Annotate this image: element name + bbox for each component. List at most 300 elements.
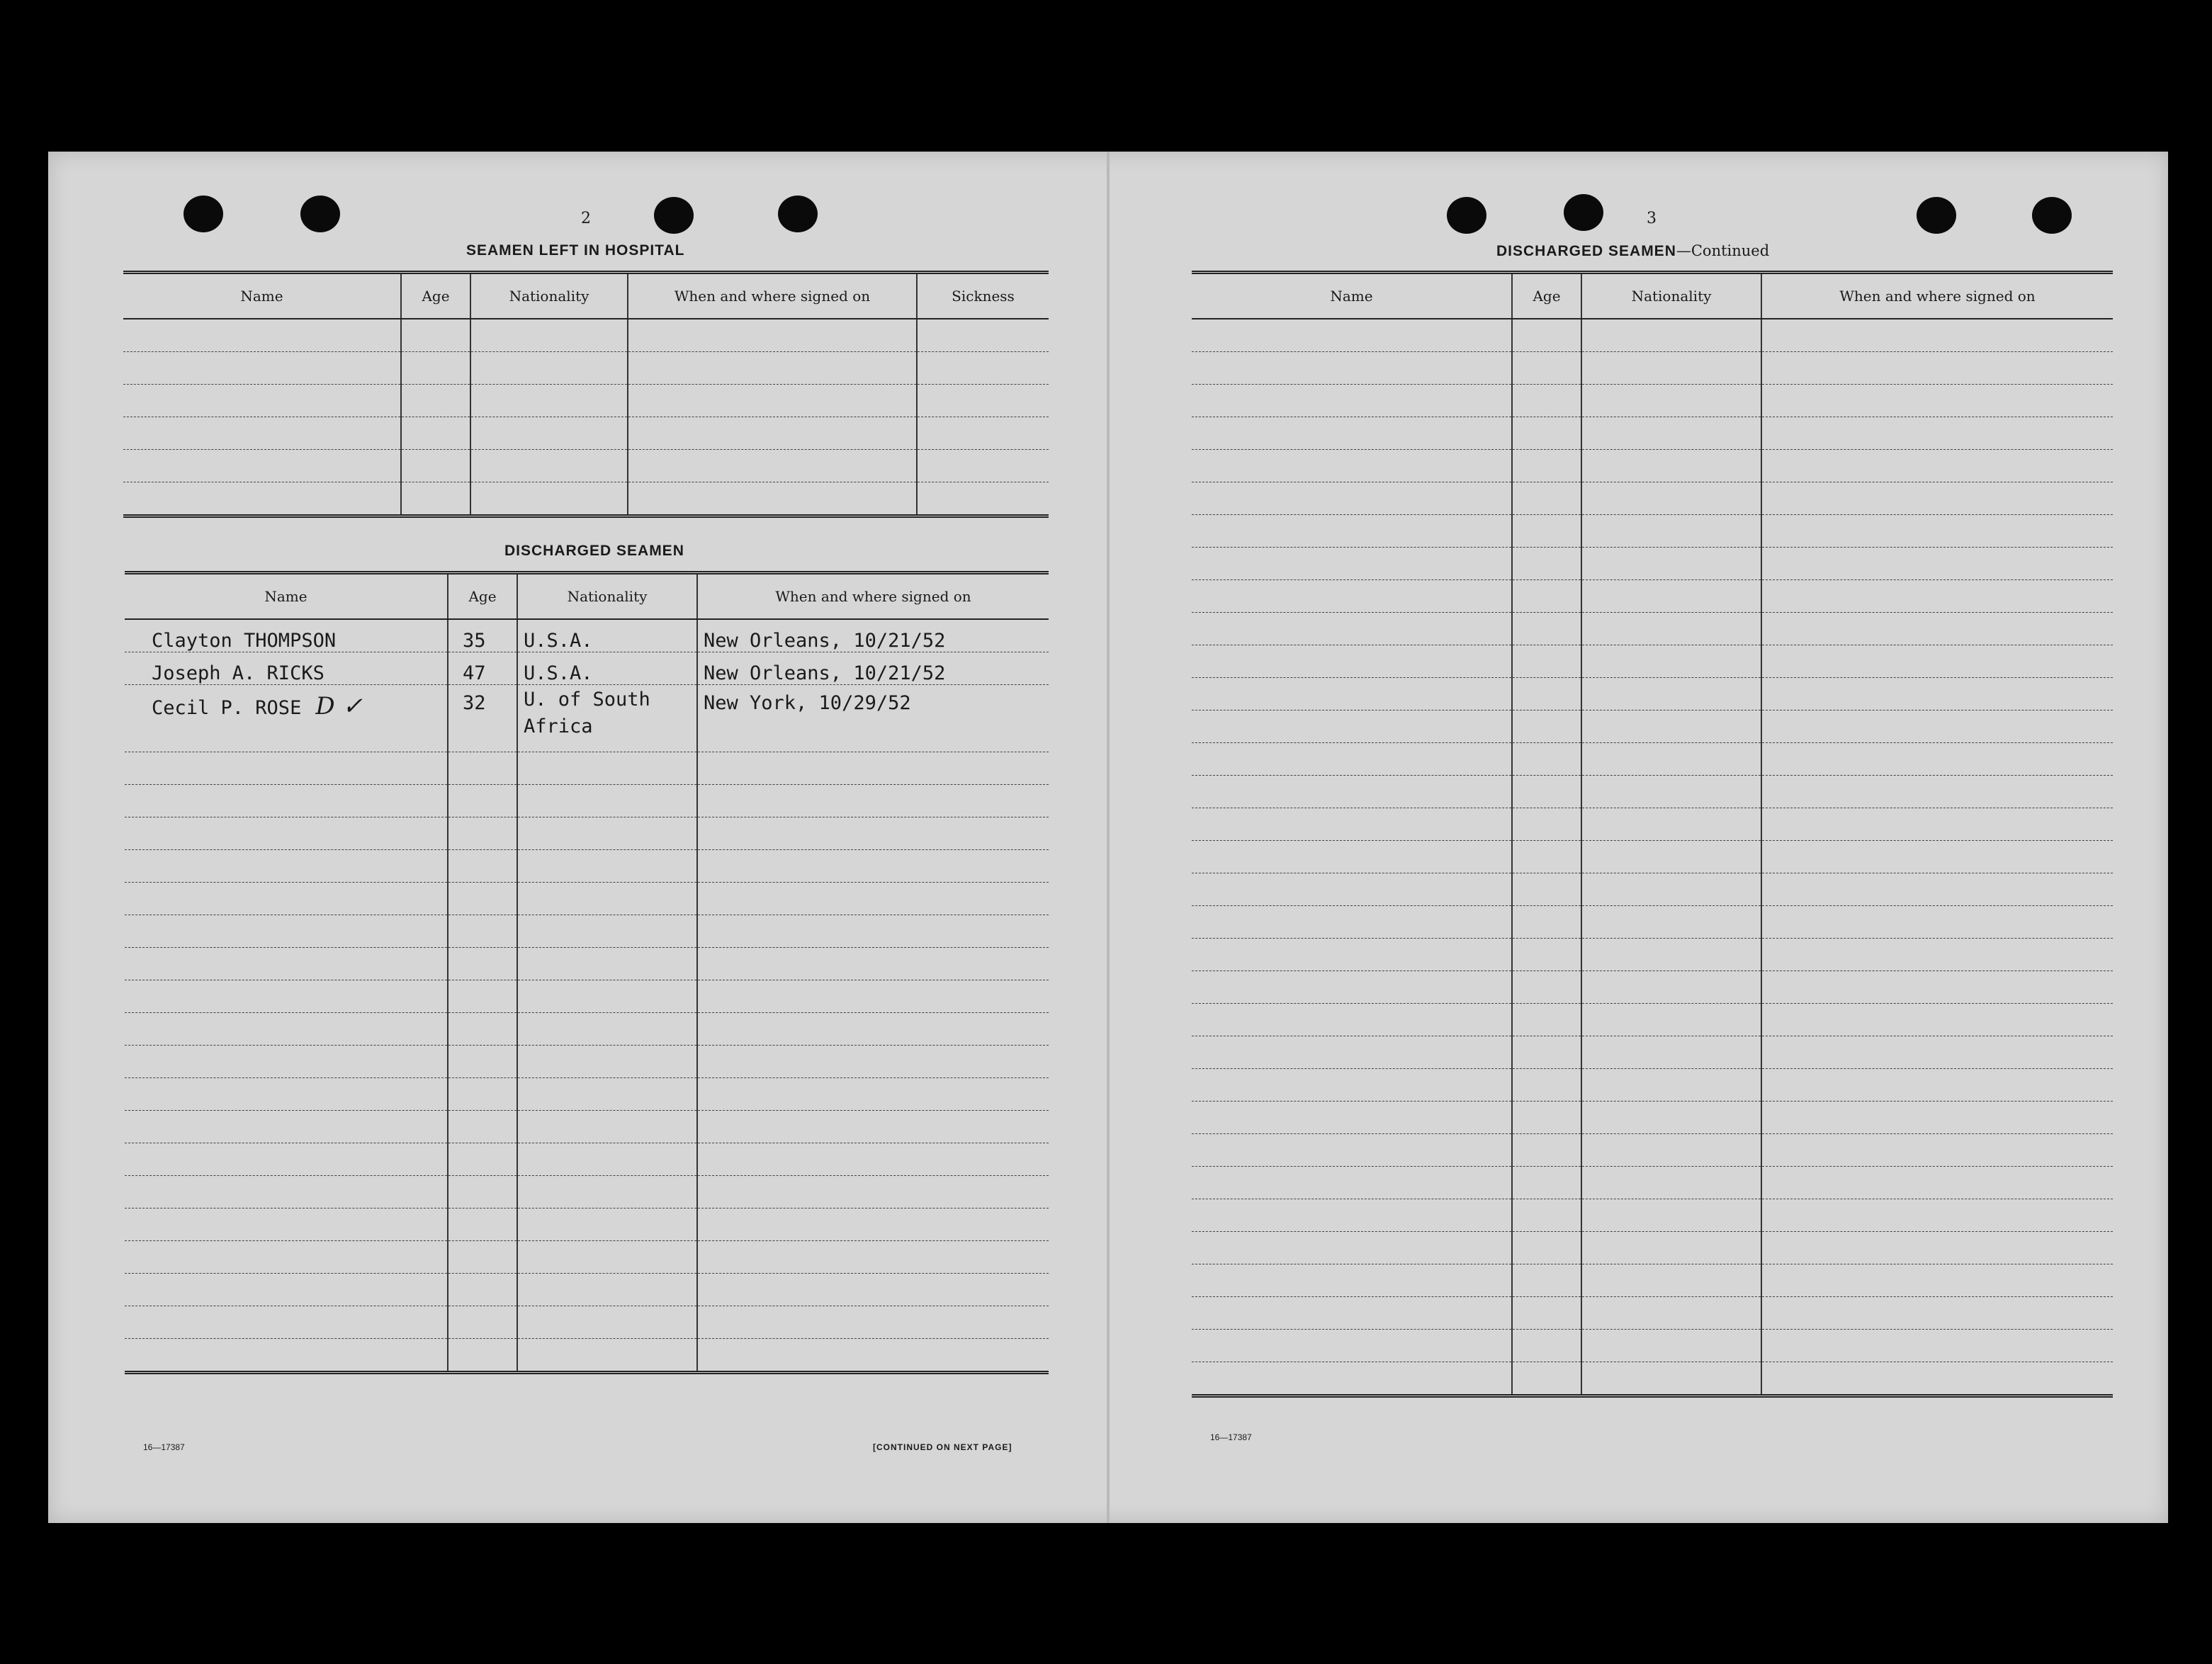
empty-cell: [1512, 1036, 1581, 1069]
empty-cell: [448, 1274, 517, 1306]
empty-cell: [697, 948, 1049, 980]
empty-cell: [1761, 385, 2113, 417]
seaman-age: 47: [448, 652, 517, 685]
empty-cell: [1512, 873, 1581, 906]
table-row: [1192, 873, 2113, 906]
empty-cell: [1512, 645, 1581, 678]
hospital-header-row: [123, 273, 1049, 319]
empty-cell: [1761, 1199, 2113, 1232]
table-row: [1192, 1134, 2113, 1167]
punch-hole: [654, 197, 694, 234]
empty-cell: [517, 915, 697, 948]
table-row: [125, 1274, 1049, 1306]
empty-cell: [517, 850, 697, 883]
empty-cell: [697, 1013, 1049, 1046]
empty-cell: [697, 1306, 1049, 1339]
empty-cell: [1581, 971, 1761, 1004]
empty-cell: [1761, 613, 2113, 645]
empty-cell: [448, 948, 517, 980]
empty-cell: [1761, 1297, 2113, 1330]
empty-cell: [1192, 1134, 1512, 1167]
empty-cell: [1192, 613, 1512, 645]
empty-cell: [1192, 1167, 1512, 1199]
empty-cell: [1512, 580, 1581, 613]
empty-cell: [517, 1306, 697, 1339]
empty-cell: [448, 850, 517, 883]
empty-cell: [1761, 711, 2113, 743]
empty-cell: [448, 1241, 517, 1274]
right-form-number: 16—17387: [1210, 1432, 1252, 1442]
empty-cell: [1192, 1102, 1512, 1134]
table-row: [1192, 548, 2113, 580]
empty-cell: [1761, 645, 2113, 678]
empty-cell: [1581, 417, 1761, 450]
empty-cell: [1192, 450, 1512, 482]
punch-hole: [184, 196, 223, 232]
table-row: [1192, 482, 2113, 515]
table-row: [1192, 1004, 2113, 1036]
table-row: [125, 1013, 1049, 1046]
table-row: [1192, 1362, 2113, 1396]
empty-cell: [448, 1176, 517, 1209]
empty-cell: [917, 352, 1049, 385]
empty-cell: [1512, 1004, 1581, 1036]
empty-cell: [125, 1046, 448, 1078]
table-row: [123, 385, 1049, 417]
empty-cell: [517, 1111, 697, 1143]
empty-cell: [1581, 482, 1761, 515]
empty-cell: [917, 319, 1049, 352]
empty-cell: [1761, 1362, 2113, 1396]
empty-cell: [1192, 678, 1512, 711]
empty-cell: [1512, 548, 1581, 580]
table-row: [123, 417, 1049, 450]
table-row: [1192, 1199, 2113, 1232]
empty-cell: [125, 752, 448, 785]
empty-cell: [917, 450, 1049, 482]
discharged-continued-table: [1192, 271, 2113, 1398]
hospital-table: [123, 271, 1049, 518]
seaman-name: [125, 619, 448, 652]
seaman-signed-on: New York, 10/29/52: [697, 685, 1049, 752]
empty-cell: [448, 980, 517, 1013]
table-row: [125, 948, 1049, 980]
empty-cell: [1192, 319, 1512, 352]
empty-cell: [125, 850, 448, 883]
empty-cell: [1581, 613, 1761, 645]
table-row: [125, 652, 1049, 685]
empty-cell: [1581, 580, 1761, 613]
empty-cell: [1512, 841, 1581, 873]
form-number: 16—17387: [143, 1442, 185, 1452]
table-row: [123, 450, 1049, 482]
empty-cell: [1761, 776, 2113, 808]
empty-cell: [1192, 711, 1512, 743]
table-row: [1192, 352, 2113, 385]
empty-cell: [1761, 1330, 2113, 1362]
empty-cell: [1581, 1362, 1761, 1396]
right-title-main: DISCHARGED SEAMEN: [1496, 243, 1676, 259]
col-header-age: Age: [448, 573, 517, 620]
empty-cell: [1512, 711, 1581, 743]
table-row: [1192, 906, 2113, 939]
empty-cell: [1192, 808, 1512, 841]
empty-cell: [697, 883, 1049, 915]
empty-cell: [1192, 1362, 1512, 1396]
empty-cell: [1581, 548, 1761, 580]
empty-cell: [1192, 645, 1512, 678]
empty-cell: [628, 319, 917, 352]
empty-cell: [125, 1241, 448, 1274]
empty-cell: [125, 1111, 448, 1143]
table-row: [125, 785, 1049, 817]
empty-cell: [448, 1209, 517, 1241]
empty-cell: [1512, 971, 1581, 1004]
empty-cell: [125, 1078, 448, 1111]
empty-cell: [1192, 1069, 1512, 1102]
table-row: [125, 1176, 1049, 1209]
empty-cell: [1512, 352, 1581, 385]
table-row: [125, 619, 1049, 652]
empty-cell: [1512, 319, 1581, 352]
empty-cell: [917, 417, 1049, 450]
table-row: [1192, 1297, 2113, 1330]
empty-cell: [697, 1339, 1049, 1373]
empty-cell: [1192, 1264, 1512, 1297]
empty-cell: [125, 1013, 448, 1046]
empty-cell: [1581, 1232, 1761, 1264]
empty-cell: [1581, 450, 1761, 482]
table-row: [1192, 1102, 2113, 1134]
punch-hole: [1564, 194, 1603, 231]
punch-hole: [2032, 197, 2072, 234]
empty-cell: [1581, 841, 1761, 873]
empty-cell: [448, 1078, 517, 1111]
seaman-name-text: Cecil P. ROSE: [152, 697, 302, 719]
empty-cell: [1761, 417, 2113, 450]
seaman-age: 32: [448, 685, 517, 752]
empty-cell: [1512, 385, 1581, 417]
empty-cell: [1512, 808, 1581, 841]
empty-cell: [1192, 1036, 1512, 1069]
table-row: [1192, 808, 2113, 841]
seaman-name-text: Clayton THOMPSON: [152, 630, 337, 652]
empty-cell: [125, 980, 448, 1013]
seaman-signed-on: New Orleans, 10/21/52: [697, 619, 1049, 652]
table-row: [125, 1339, 1049, 1373]
table-row: [1192, 841, 2113, 873]
empty-cell: [401, 417, 470, 450]
table-row: [1192, 743, 2113, 776]
empty-cell: [448, 817, 517, 850]
table-row: [1192, 450, 2113, 482]
empty-cell: [448, 785, 517, 817]
table-row: [125, 980, 1049, 1013]
table-row: [1192, 1167, 2113, 1199]
empty-cell: [1512, 939, 1581, 971]
empty-cell: [517, 1176, 697, 1209]
empty-cell: [1761, 1102, 2113, 1134]
empty-cell: [1192, 906, 1512, 939]
seaman-age: 35: [448, 619, 517, 652]
table-row: [1192, 1069, 2113, 1102]
empty-cell: [1192, 1199, 1512, 1232]
empty-cell: [697, 1176, 1049, 1209]
col-header-nationality: Nationality: [1581, 273, 1761, 319]
empty-cell: [1581, 1134, 1761, 1167]
empty-cell: [123, 319, 401, 352]
col-header-signed-on: When and where signed on: [628, 273, 917, 319]
table-row: [125, 1111, 1049, 1143]
empty-cell: [517, 1339, 697, 1373]
empty-cell: [1192, 515, 1512, 548]
empty-cell: [628, 385, 917, 417]
seaman-name: [125, 685, 448, 752]
table-row: [125, 1209, 1049, 1241]
empty-cell: [470, 319, 628, 352]
empty-cell: [697, 1241, 1049, 1274]
empty-cell: [1761, 971, 2113, 1004]
empty-cell: [470, 450, 628, 482]
empty-cell: [448, 1111, 517, 1143]
table-row: [125, 1306, 1049, 1339]
empty-cell: [1512, 1297, 1581, 1330]
empty-cell: [697, 1111, 1049, 1143]
empty-cell: [1192, 776, 1512, 808]
empty-cell: [1512, 450, 1581, 482]
seaman-nationality: U.S.A.: [517, 652, 697, 685]
empty-cell: [697, 817, 1049, 850]
empty-cell: [1581, 906, 1761, 939]
empty-cell: [517, 1274, 697, 1306]
empty-cell: [517, 980, 697, 1013]
empty-cell: [517, 1209, 697, 1241]
empty-cell: [125, 1274, 448, 1306]
empty-cell: [517, 1013, 697, 1046]
empty-cell: [1192, 1232, 1512, 1264]
col-header-name: Name: [1192, 273, 1512, 319]
empty-cell: [125, 785, 448, 817]
empty-cell: [1761, 939, 2113, 971]
empty-cell: [1761, 743, 2113, 776]
empty-cell: [1761, 1004, 2113, 1036]
empty-cell: [1192, 548, 1512, 580]
empty-cell: [1192, 939, 1512, 971]
table-row: [125, 1046, 1049, 1078]
empty-cell: [697, 752, 1049, 785]
empty-cell: [1761, 1264, 2113, 1297]
empty-cell: [1192, 743, 1512, 776]
discharged-section-title: DISCHARGED SEAMEN: [504, 543, 684, 559]
discharged-header-row: [125, 573, 1049, 620]
empty-cell: [123, 482, 401, 516]
empty-cell: [1761, 515, 2113, 548]
empty-cell: [1192, 482, 1512, 515]
empty-cell: [517, 1078, 697, 1111]
empty-cell: [517, 785, 697, 817]
empty-cell: [470, 417, 628, 450]
empty-cell: [1192, 417, 1512, 450]
empty-cell: [1761, 352, 2113, 385]
empty-cell: [125, 1209, 448, 1241]
empty-cell: [470, 352, 628, 385]
empty-cell: [1512, 743, 1581, 776]
empty-cell: [1581, 678, 1761, 711]
empty-cell: [1192, 1297, 1512, 1330]
page-fold: [1107, 152, 1110, 1523]
table-row: [123, 482, 1049, 516]
empty-cell: [1581, 743, 1761, 776]
empty-cell: [697, 850, 1049, 883]
table-row: [1192, 776, 2113, 808]
empty-cell: [1512, 1362, 1581, 1396]
empty-cell: [1761, 841, 2113, 873]
empty-cell: [1581, 1330, 1761, 1362]
table-row: [1192, 645, 2113, 678]
table-row: [125, 1241, 1049, 1274]
empty-cell: [697, 1143, 1049, 1176]
empty-cell: [1512, 1330, 1581, 1362]
col-header-nationality: Nationality: [470, 273, 628, 319]
empty-cell: [125, 883, 448, 915]
empty-cell: [1761, 482, 2113, 515]
empty-cell: [697, 915, 1049, 948]
empty-cell: [1192, 580, 1512, 613]
table-row: [1192, 1232, 2113, 1264]
table-row: [125, 1078, 1049, 1111]
empty-cell: [1192, 1004, 1512, 1036]
empty-cell: [517, 883, 697, 915]
empty-cell: [697, 1078, 1049, 1111]
seaman-nationality: U.S.A.: [517, 619, 697, 652]
empty-cell: [123, 450, 401, 482]
empty-cell: [697, 1274, 1049, 1306]
empty-cell: [123, 352, 401, 385]
empty-cell: [1512, 417, 1581, 450]
table-row: [1192, 319, 2113, 352]
empty-cell: [448, 1046, 517, 1078]
empty-cell: [1581, 1264, 1761, 1297]
col-header-name: Name: [125, 573, 448, 620]
seaman-nationality: U. of South Africa: [517, 685, 697, 752]
empty-cell: [517, 752, 697, 785]
empty-cell: [1512, 515, 1581, 548]
empty-cell: [125, 1176, 448, 1209]
empty-cell: [697, 1046, 1049, 1078]
right-page-number: 3: [1647, 210, 1657, 227]
empty-cell: [1761, 1134, 2113, 1167]
empty-cell: [917, 482, 1049, 516]
empty-cell: [1761, 678, 2113, 711]
table-row: [125, 915, 1049, 948]
empty-cell: [1512, 613, 1581, 645]
col-header-name: Name: [123, 273, 401, 319]
continued-header-row: [1192, 273, 2113, 319]
empty-cell: [448, 1013, 517, 1046]
empty-cell: [123, 417, 401, 450]
empty-cell: [1581, 1004, 1761, 1036]
empty-cell: [1512, 776, 1581, 808]
empty-cell: [1512, 1199, 1581, 1232]
empty-cell: [1192, 841, 1512, 873]
empty-cell: [125, 915, 448, 948]
empty-cell: [123, 385, 401, 417]
table-row: [1192, 711, 2113, 743]
empty-cell: [1581, 1167, 1761, 1199]
empty-cell: [1581, 1069, 1761, 1102]
empty-cell: [517, 1046, 697, 1078]
empty-cell: [697, 980, 1049, 1013]
empty-cell: [401, 482, 470, 516]
empty-cell: [1192, 352, 1512, 385]
col-header-age: Age: [1512, 273, 1581, 319]
table-row: [125, 817, 1049, 850]
table-row: [123, 319, 1049, 352]
punch-hole: [300, 196, 340, 232]
empty-cell: [125, 817, 448, 850]
empty-cell: [628, 352, 917, 385]
empty-cell: [628, 482, 917, 516]
right-section-title: [1496, 242, 1769, 260]
empty-cell: [401, 319, 470, 352]
empty-cell: [1761, 319, 2113, 352]
empty-cell: [1512, 906, 1581, 939]
empty-cell: [1192, 1330, 1512, 1362]
empty-cell: [448, 883, 517, 915]
empty-cell: [1761, 450, 2113, 482]
empty-cell: [1581, 515, 1761, 548]
seaman-name-text: Joseph A. RICKS: [152, 662, 325, 684]
empty-cell: [1761, 1069, 2113, 1102]
empty-cell: [628, 450, 917, 482]
punch-hole: [1447, 197, 1486, 234]
empty-cell: [401, 352, 470, 385]
empty-cell: [448, 752, 517, 785]
empty-cell: [697, 785, 1049, 817]
empty-cell: [125, 1143, 448, 1176]
punch-hole: [778, 196, 818, 232]
empty-cell: [448, 1143, 517, 1176]
empty-cell: [401, 450, 470, 482]
punch-hole: [1917, 197, 1956, 234]
empty-cell: [1581, 319, 1761, 352]
hospital-section-title: SEAMEN LEFT IN HOSPITAL: [466, 242, 685, 259]
empty-cell: [1192, 385, 1512, 417]
table-row: [1192, 385, 2113, 417]
seaman-name: [125, 652, 448, 685]
empty-cell: [1512, 1069, 1581, 1102]
table-row: [125, 752, 1049, 785]
table-row: [123, 352, 1049, 385]
empty-cell: [1581, 873, 1761, 906]
empty-cell: [448, 915, 517, 948]
table-row: [1192, 678, 2113, 711]
empty-cell: [1581, 1102, 1761, 1134]
empty-cell: [1761, 1232, 2113, 1264]
col-header-sickness: Sickness: [917, 273, 1049, 319]
empty-cell: [1512, 1102, 1581, 1134]
seaman-signed-on: New Orleans, 10/21/52: [697, 652, 1049, 685]
col-header-nationality: Nationality: [517, 573, 697, 620]
table-row: [1192, 939, 2113, 971]
empty-cell: [401, 385, 470, 417]
empty-cell: [1512, 482, 1581, 515]
empty-cell: [517, 948, 697, 980]
table-row: [125, 850, 1049, 883]
empty-cell: [1512, 678, 1581, 711]
empty-cell: [1581, 1297, 1761, 1330]
left-page-number: 2: [581, 210, 591, 227]
